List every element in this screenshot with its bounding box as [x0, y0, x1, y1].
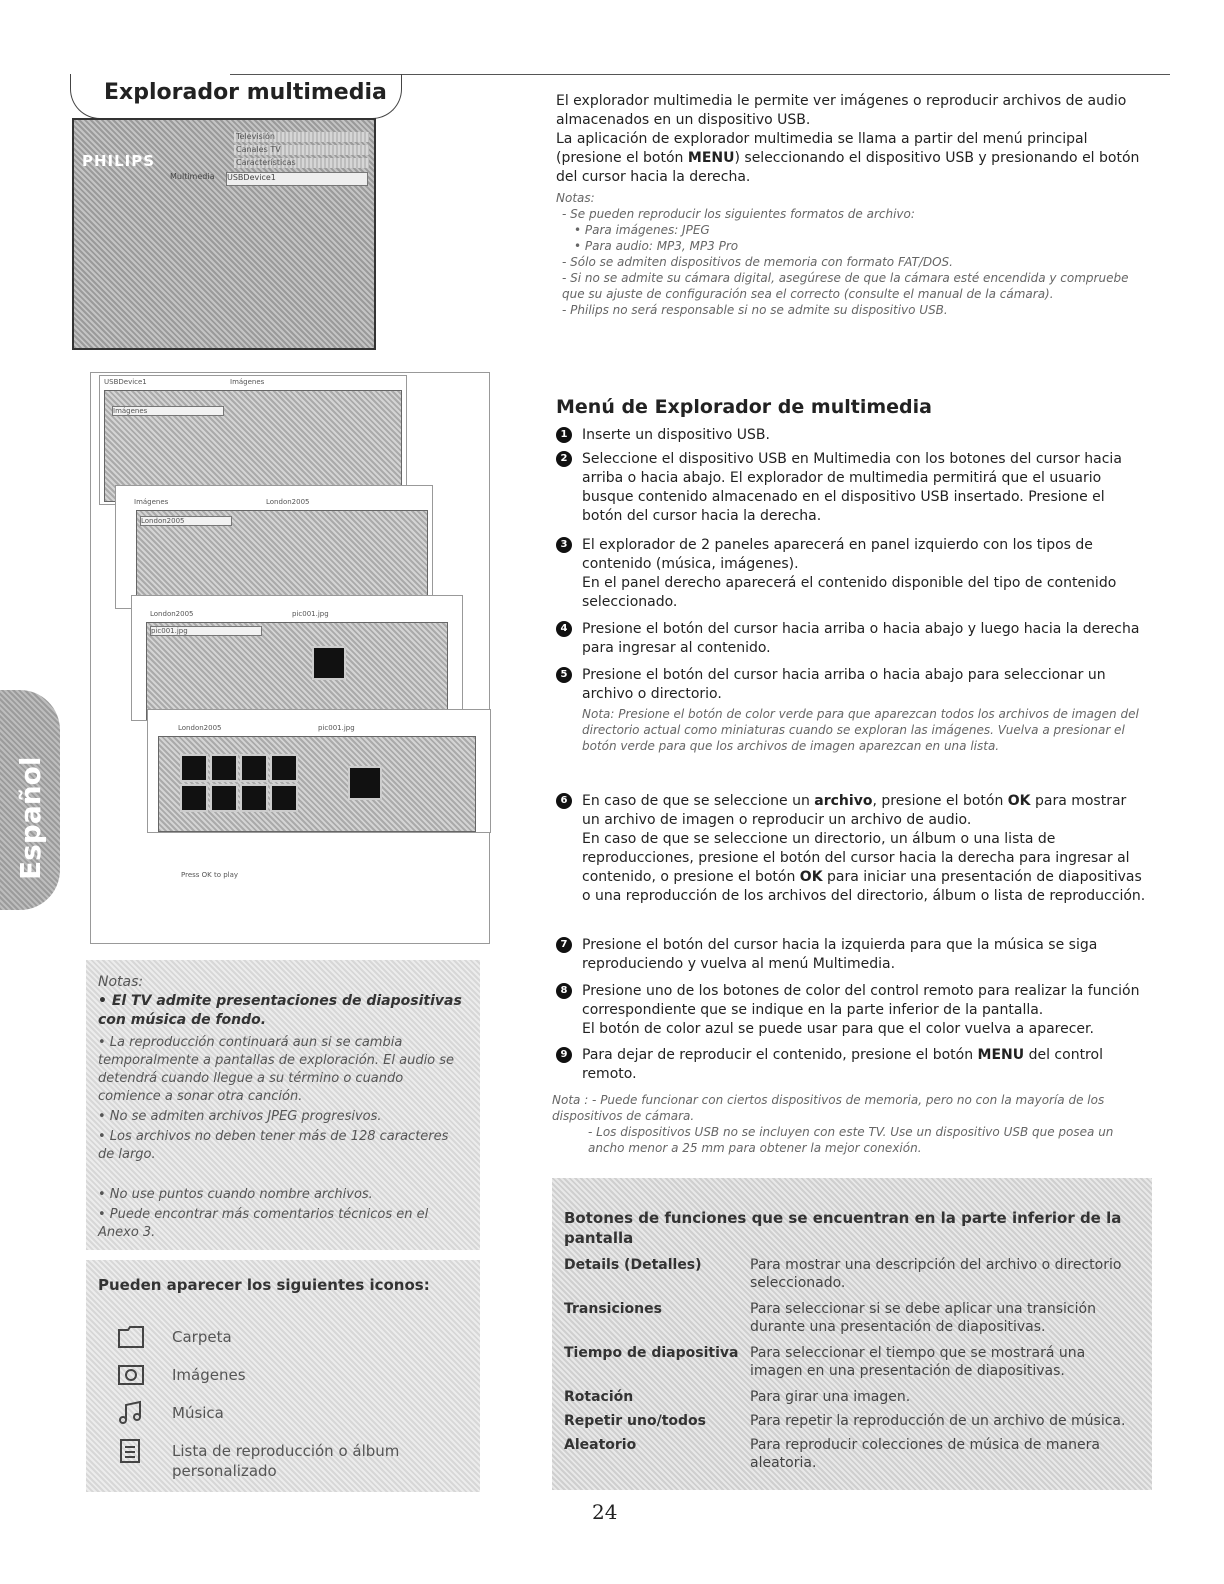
step-number: 5	[556, 667, 572, 683]
notes-box	[86, 960, 480, 1250]
icon-label: personalizado	[172, 1462, 277, 1480]
notes-bold: • El TV admite presentaciones de diapositivas con música de fondo.	[98, 993, 462, 1028]
step-line: El explorador de 2 paneles aparecerá en panel izquierdo con los tipos de contenido (música, imágenes).	[582, 537, 1093, 572]
selected-item: London2005	[140, 516, 232, 526]
language-tab	[0, 690, 60, 910]
panel-left-label: Imágenes	[134, 498, 169, 506]
tv-menu-label: Multimedia	[170, 172, 215, 181]
function-desc: Para girar una imagen.	[750, 1389, 911, 1405]
usb-device-highlight: USBDevice1	[226, 172, 368, 186]
step-number: 6	[556, 793, 572, 809]
note-line: • Para audio: MP3, MP3 Pro	[574, 239, 739, 253]
playlist-icon	[116, 1438, 146, 1464]
image-icon	[116, 1362, 146, 1388]
function-name: Repetir uno/todos	[564, 1413, 707, 1429]
browser-screen	[146, 622, 448, 720]
menu-keyword: MENU	[687, 150, 735, 166]
step-line	[582, 792, 1146, 830]
step-text: Presione el botón del cursor hacia la izquierda para que la música se siga reproduciendo y vuelva al menú Multimedia.	[582, 937, 1098, 972]
intro-text-part: La aplicación de explorador multimedia se llama a partir del menú principal (presione el botón	[556, 131, 1088, 166]
notes-label: Notas:	[98, 974, 144, 990]
tv-menu-screenshot	[72, 118, 376, 350]
browser-window-4	[147, 709, 491, 833]
note-line: - Se pueden reproducir los siguientes formatos de archivo:	[562, 207, 915, 221]
selected-item: Imágenes	[112, 406, 224, 416]
text-part: para mostrar un archivo de imagen o reproducir un archivo de audio.	[582, 793, 1127, 828]
notes-item: • No se admiten archivos JPEG progresivos.	[98, 1109, 382, 1124]
intro-text	[556, 92, 1146, 187]
step-text: Seleccione el dispositivo USB en Multimedia con los botones del cursor hacia arriba o hacia abajo. El explorador de multimedia permitirá que el usuario busque contenido almacenado en el dispositivo USB insertado. Presione el botón del cursor hacia la derecha.	[582, 451, 1122, 524]
note-line: - Si no se admite su cámara digital, asegúrese de que la cámara esté encendida y compruebe que su ajuste de configuración sea el correcto (consulte el manual de la cámara).	[562, 271, 1129, 301]
step-text	[582, 982, 1146, 1039]
panel-left-label: London2005	[150, 610, 194, 618]
text-part: , presione el botón	[872, 793, 1008, 809]
text-part: para iniciar una presentación de diapositivas o una reproducción de los archivos del directorio, álbum o lista de reproducción.	[582, 869, 1146, 904]
footer-hint: Press OK to play	[181, 871, 239, 879]
selected-item: pic001.jpg	[150, 626, 262, 636]
step-line	[582, 830, 1146, 906]
tv-menu-item: Características	[234, 158, 369, 168]
intro-text-part: ) seleccionando el dispositivo USB y presionando el botón del cursor hacia la derecha.	[556, 150, 1140, 185]
step-note: Nota: Presione el botón de color verde para que aparezcan todos los archivos de imagen del directorio actual como miniaturas cuando se exploran las imágenes. Vuelva a presionar el botón verde para que los archivos de imagen aparezcan en una lista.	[582, 707, 1139, 753]
icon-label: Lista de reproducción o álbum	[172, 1442, 400, 1460]
browser-screenshots	[90, 372, 490, 944]
functions-box	[552, 1178, 1152, 1490]
step-line: El botón de color azul se puede usar para que el color vuelva a aparecer.	[582, 1021, 1094, 1037]
tv-menu-list	[234, 132, 369, 171]
function-desc: Para mostrar una descripción del archivo o directorio seleccionado.	[750, 1257, 1122, 1291]
page-title: Explorador multimedia	[104, 80, 387, 105]
step-text	[582, 536, 1146, 612]
step-number: 2	[556, 451, 572, 467]
notes-item: • No use puntos cuando nombre archivos.	[98, 1187, 373, 1202]
text-bold: OK	[1007, 793, 1031, 809]
image-preview	[312, 646, 346, 680]
step-line: Presione el botón del cursor hacia arriba o hacia abajo para seleccionar un archivo o directorio.	[582, 667, 1106, 702]
folder-icon	[116, 1324, 146, 1350]
thumbnail	[210, 754, 238, 782]
thumbnail	[240, 784, 268, 812]
notes-label: Notas:	[556, 191, 595, 205]
step-number: 3	[556, 537, 572, 553]
panel-left-label: USBDevice1	[104, 378, 147, 386]
icon-label: Carpeta	[172, 1328, 232, 1346]
panel-right-label: pic001.jpg	[292, 610, 329, 618]
step-text: Inserte un dispositivo USB.	[582, 427, 770, 443]
text-part: En caso de que se seleccione un	[582, 793, 815, 809]
text-part: Para dejar de reproducir el contenido, presione el botón	[582, 1047, 978, 1063]
step-number: 7	[556, 937, 572, 953]
section-heading: Menú de Explorador de multimedia	[556, 396, 932, 418]
text-part: del control remoto.	[582, 1047, 1103, 1082]
functions-title: Botones de funciones que se encuentran en la parte inferior de la pantalla	[564, 1209, 1122, 1247]
language-tab-label: Español	[14, 756, 47, 880]
function-name: Tiempo de diapositiva	[564, 1345, 739, 1361]
text-bold: archivo	[814, 793, 873, 809]
step-number: 1	[556, 427, 572, 443]
menu-note	[552, 1092, 1142, 1156]
thumbnail	[180, 754, 208, 782]
icon-label: Música	[172, 1404, 224, 1422]
function-name: Transiciones	[564, 1301, 662, 1317]
text-part: En caso de que se seleccione un directorio, un álbum o una lista de reproducciones, presione el botón del cursor hacia la derecha para ingresar al contenido, o presione el botón	[582, 831, 1130, 885]
function-name: Aleatorio	[564, 1437, 637, 1453]
step-number: 4	[556, 621, 572, 637]
intro-paragraph-2	[556, 130, 1146, 187]
function-desc: Para seleccionar si se debe aplicar una transición durante una presentación de diapositivas.	[750, 1301, 1096, 1335]
tv-menu-item: Televisión	[234, 132, 369, 142]
tv-menu-item: Canales TV	[234, 145, 369, 155]
thumbnail	[240, 754, 268, 782]
thumbnail	[270, 784, 298, 812]
note-line: Nota : - Puede funcionar con ciertos dispositivos de memoria, pero no con la mayoría de los dispositivos de cámara.	[552, 1093, 1105, 1123]
text-bold: MENU	[977, 1047, 1025, 1063]
icon-label: Imágenes	[172, 1366, 246, 1384]
thumbnail	[180, 784, 208, 812]
function-desc: Para repetir la reproducción de un archivo de música.	[750, 1413, 1126, 1429]
image-preview	[348, 766, 382, 800]
note-line: - Philips no será responsable si no se admite su dispositivo USB.	[562, 303, 948, 317]
note-line: • Para imágenes: JPEG	[574, 223, 710, 237]
step-text	[582, 792, 1146, 906]
browser-window-2	[115, 485, 433, 609]
panel-right-label: pic001.jpg	[318, 724, 355, 732]
text-bold: OK	[799, 869, 823, 885]
notes-item: • La reproducción continuará aun si se cambia temporalmente a pantallas de exploración. El audio se detendrá cuando llegue a su término o cuando comience a sonar otra canción.	[98, 1035, 455, 1104]
note-line: - Los dispositivos USB no se incluyen con este TV. Use un dispositivo USB que posea un ancho menor a 25 mm para obtener la mejor conexión.	[588, 1125, 1114, 1155]
step-number: 9	[556, 1047, 572, 1063]
notes-item: • Los archivos no deben tener más de 128 caracteres de largo.	[98, 1129, 449, 1162]
step-line: Presione uno de los botones de color del control remoto para realizar la función correspondiente que se indique en la parte inferior de la pantalla.	[582, 983, 1140, 1018]
step-text: Presione el botón del cursor hacia arriba o hacia abajo y luego hacia la derecha para ingresar al contenido.	[582, 621, 1140, 656]
intro-paragraph: El explorador multimedia le permite ver imágenes o reproducir archivos de audio almacenados en un dispositivo USB.	[556, 93, 1127, 128]
step-line: En el panel derecho aparecerá el contenido disponible del tipo de contenido seleccionado.	[582, 575, 1117, 610]
panel-right-label: Imágenes	[230, 378, 265, 386]
function-name: Rotación	[564, 1389, 634, 1405]
browser-window-3	[131, 595, 463, 721]
thumbnail	[210, 784, 238, 812]
note-line: - Sólo se admiten dispositivos de memoria con formato FAT/DOS.	[562, 255, 953, 269]
function-name: Details (Detalles)	[564, 1257, 702, 1273]
function-desc: Para seleccionar el tiempo que se mostrará una imagen en una presentación de diapositivas.	[750, 1345, 1086, 1379]
function-desc: Para reproducir colecciones de música de manera aleatoria.	[750, 1437, 1100, 1471]
notes-item: • Puede encontrar más comentarios técnicos en el Anexo 3.	[98, 1207, 429, 1240]
step-text	[582, 666, 1146, 754]
icons-box	[86, 1260, 480, 1492]
philips-logo: PHILIPS	[82, 152, 156, 170]
panel-left-label: London2005	[178, 724, 222, 732]
thumbnail	[270, 754, 298, 782]
step-number: 8	[556, 983, 572, 999]
step-text	[582, 1046, 1146, 1084]
intro-notes	[556, 190, 1146, 318]
page-number: 24	[592, 1500, 618, 1524]
panel-right-label: London2005	[266, 498, 310, 506]
music-icon	[116, 1400, 146, 1426]
icons-title: Pueden aparecer los siguientes iconos:	[98, 1276, 430, 1294]
